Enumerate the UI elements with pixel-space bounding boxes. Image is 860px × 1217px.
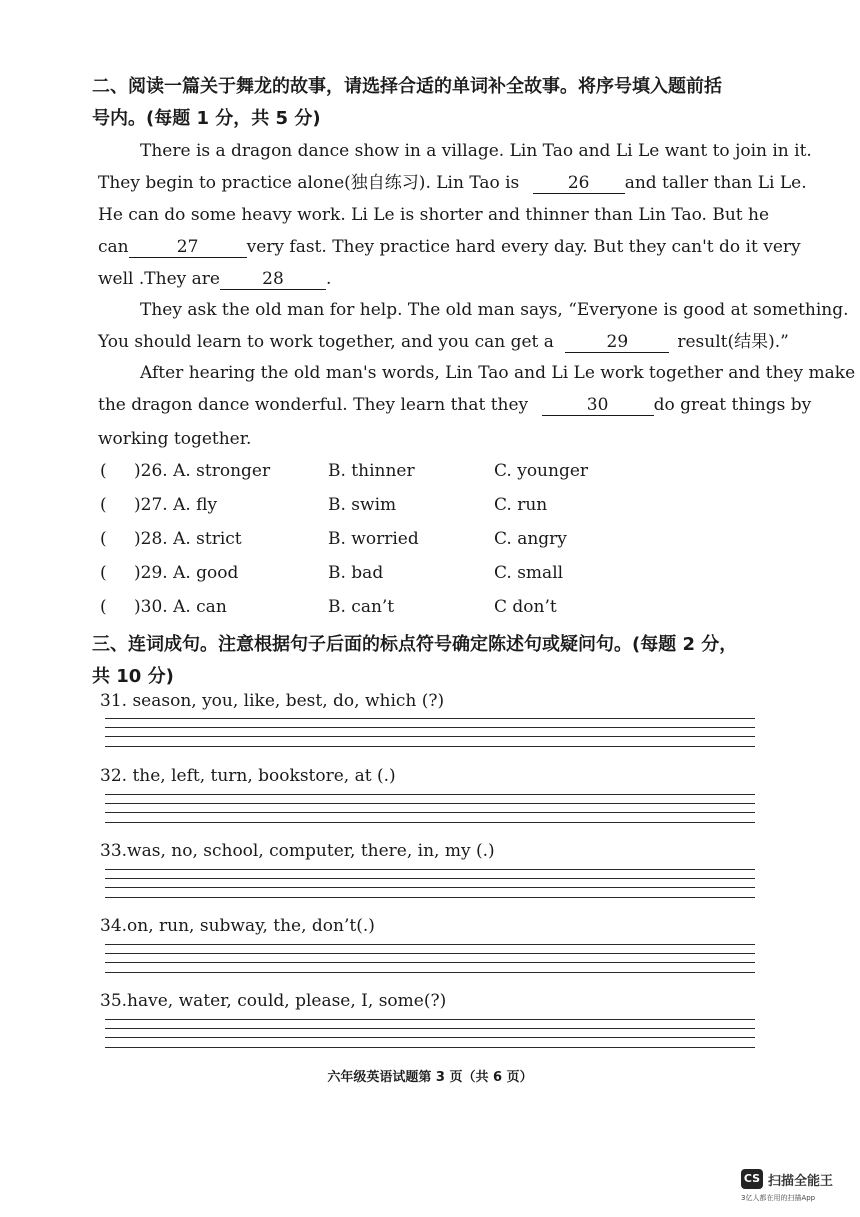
- passage-line: working together.: [98, 429, 252, 449]
- blank-27: 27: [129, 237, 247, 258]
- question-35: 35.have, water, could, please, I, some(?): [100, 991, 447, 1011]
- passage-text: well .They are: [98, 269, 220, 289]
- option-b: B. worried: [328, 529, 419, 549]
- passage-text: the dragon dance wonderful. They learn that they: [98, 395, 529, 415]
- section2-heading-line1: 二、阅读一篇关于舞龙的故事，请选择合适的单词补全故事。将序号填入题前括: [92, 76, 722, 97]
- option-c: C. angry: [494, 529, 567, 549]
- question-33: 33.was, no, school, computer, there, in, my (.): [100, 841, 495, 861]
- passage-text: They begin to practice alone(独自练习). Lin Tao is: [98, 173, 520, 193]
- watermark-tagline: 3亿人都在用的扫描App: [741, 1194, 816, 1202]
- passage-text: can: [98, 237, 129, 257]
- passage-text: .: [325, 269, 332, 289]
- option-a: )28. A. strict: [134, 529, 242, 549]
- option-a: )27. A. fly: [134, 495, 218, 515]
- option-b: B. can’t: [328, 597, 395, 617]
- passage-line: [98, 394, 811, 416]
- answer-paren[interactable]: (: [100, 495, 107, 515]
- option-a: )30. A. can: [134, 597, 227, 617]
- section3-heading-line2: 共 10 分): [92, 666, 174, 687]
- passage-text: very fast. They practice hard every day. But they can't do it very: [246, 237, 801, 257]
- page-footer: 六年级英语试题第 3 页（共 6 页）: [327, 1070, 533, 1085]
- passage-line: [98, 236, 801, 258]
- question-34: 34.on, run, subway, the, don’t(.): [100, 916, 375, 936]
- question-31: 31. season, you, like, best, do, which (?): [100, 691, 445, 711]
- section2-heading-line2: 号内。(每题 1 分，共 5 分): [92, 108, 321, 129]
- passage-line: [98, 268, 331, 290]
- passage-line: There is a dragon dance show in a village. Lin Tao and Li Le want to join in it.: [140, 141, 812, 161]
- passage-text: result(结果).”: [677, 332, 789, 352]
- option-c: C don’t: [494, 597, 557, 617]
- passage-line: After hearing the old man's words, Lin Tao and Li Le work together and they make: [140, 363, 856, 383]
- answer-paren[interactable]: (: [100, 563, 107, 583]
- question-32: 32. the, left, turn, bookstore, at (.): [100, 766, 396, 786]
- option-c: C. small: [494, 563, 564, 583]
- answer-paren[interactable]: (: [100, 529, 107, 549]
- option-b: B. swim: [328, 495, 397, 515]
- blank-28: 28: [220, 269, 326, 290]
- passage-line: [98, 331, 789, 353]
- blank-26: 26: [533, 173, 625, 194]
- option-a: )26. A. stronger: [134, 461, 271, 481]
- answer-paren[interactable]: (: [100, 597, 107, 617]
- passage-text: do great things by: [653, 395, 812, 415]
- watermark-name: 扫描全能王: [768, 1174, 834, 1189]
- option-b: B. thinner: [328, 461, 415, 481]
- passage-line: He can do some heavy work. Li Le is shorter and thinner than Lin Tao. But he: [98, 205, 770, 225]
- camscanner-logo: CS: [741, 1169, 763, 1189]
- option-b: B. bad: [328, 563, 384, 583]
- blank-30: 30: [542, 395, 654, 416]
- answer-paren[interactable]: (: [100, 461, 107, 481]
- passage-text: You should learn to work together, and you can get a: [98, 332, 554, 352]
- passage-line: They ask the old man for help. The old man says, “Everyone is good at something.: [140, 300, 849, 320]
- passage-text: and taller than Li Le.: [624, 173, 807, 193]
- option-c: C. run: [494, 495, 548, 515]
- option-c: C. younger: [494, 461, 589, 481]
- section3-heading-line1: 三、连词成句。注意根据句子后面的标点符号确定陈述句或疑问句。(每题 2 分，: [92, 634, 738, 655]
- blank-29: 29: [565, 332, 669, 353]
- passage-line: [98, 172, 807, 194]
- option-a: )29. A. good: [134, 563, 239, 583]
